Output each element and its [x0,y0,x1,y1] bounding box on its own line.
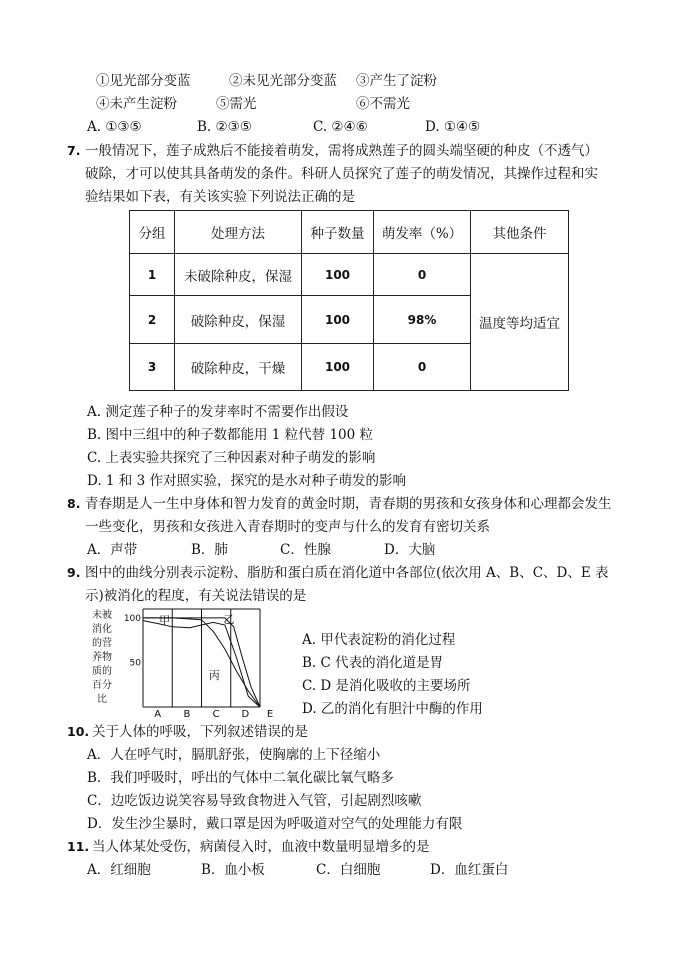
q7-option-d[interactable]: D. 1 和 3 作对照实验，探究的是水对种子萌发的影响 [87,473,406,489]
q9-option-b[interactable]: B. C 代表的消化道是胃 [302,655,444,671]
table-cell: 98% [374,296,471,344]
table-cell: 100 [302,344,374,391]
q8-option-d[interactable]: D．大脑 [384,542,436,558]
table-header: 分组 [130,211,175,254]
q11-option-b[interactable]: B．血小板 [201,862,265,878]
series-label: 甲 [159,613,171,627]
y-label-line: 养物 [92,652,112,663]
q6-statement: ④未产生淀粉 [96,96,177,112]
q9-option-c[interactable]: C. D 是消化吸收的主要场所 [302,678,471,694]
question-number: 11. [67,839,90,854]
series-label: 乙 [223,613,235,627]
table-cell: 0 [374,344,471,391]
y-label-line: 质的 [92,666,112,677]
x-category-label: D [241,709,250,719]
q6-statement: ⑥不需光 [356,96,410,112]
question-number: 10. [67,724,90,739]
q10-option-b[interactable]: B．我们呼吸时，呼出的气体中二氧化碳比氧气略多 [87,770,394,786]
q8-option-b[interactable]: B．肺 [191,542,228,558]
table-cell: 破除种皮，保湿 [175,296,302,344]
table-merged-cell: 温度等均适宜 [471,254,569,391]
q11-stem: 当人体某处受伤，病菌侵入时，血液中数量明显增多的是 [92,839,430,855]
y-label-line: 比 [97,694,107,705]
x-category-label: B [183,709,191,719]
series-label: 丙 [208,669,220,683]
table-cell: 100 [302,296,374,344]
q9-stem: 示)被消化的程度，有关说法错误的是 [85,588,307,604]
table-cell: 3 [130,344,175,391]
q6-option-a[interactable]: A. ①③⑤ [87,119,142,135]
q7-option-c[interactable]: C. 上表实验共探究了三种因素对种子萌发的影响 [87,450,376,466]
experiment-table [129,210,569,391]
q11-option-a[interactable]: A．红细胞 [87,862,151,878]
q9-stem: 图中的曲线分别表示淀粉、脂肪和蛋白质在消化道中各部位(依次用 A、B、C、D、E 表 [85,565,609,581]
q7-stem: 一般情况下，莲子成熟后不能接着萌发，需将成熟莲子的圆头端坚硬的种皮（不透气） [85,143,598,159]
y-label-line: 未被 [92,610,112,621]
q8-stem: 青春期是人一生中身体和智力发育的黄金时期，青春期的男孩和女孩身体和心理都会发生 [85,496,612,512]
q6-option-b[interactable]: B. ②③⑤ [197,119,252,135]
q6-option-c[interactable]: C. ②④⑥ [313,119,368,135]
question-number: 9. [67,565,81,580]
q10-option-c[interactable]: C．边吃饭边说笑容易导致食物进入气管，引起剧烈咳嗽 [87,793,422,809]
y-label-line: 消化 [92,624,112,635]
y-axis-label [92,608,112,705]
q11-option-d[interactable]: D．血红蛋白 [430,862,509,878]
table-header-row [130,211,569,254]
q8-option-c[interactable]: C．性腺 [280,542,331,558]
y-tick-label: 100 [123,613,141,624]
table-header: 萌发率（%） [374,211,471,254]
question-number: 8. [67,496,81,511]
q9-option-a[interactable]: A. 甲代表淀粉的消化过程 [302,632,456,648]
x-category-label: E [266,709,274,719]
q8-option-a[interactable]: A．声带 [87,542,138,558]
x-category-label: A [154,709,162,719]
table-cell: 100 [302,254,374,296]
question-number: 7. [67,143,81,158]
q7-option-b[interactable]: B. 图中三组中的种子数都能用 1 粒代替 100 粒 [87,427,374,443]
table-header: 其他条件 [471,211,569,254]
q8-stem: 一些变化，男孩和女孩进入青春期时的变声与什么的发育有密切关系 [85,519,490,535]
y-tick-label: 50 [129,658,141,669]
q11-option-c[interactable]: C．白细胞 [316,862,381,878]
digestion-chart [88,607,288,719]
table-cell: 2 [130,296,175,344]
q6-statement: ②未见光部分变蓝 [229,73,337,89]
table-row [130,254,569,296]
q7-stem: 破除，才可以使其具备萌发的条件。科研人员探究了莲子的萌发情况，其操作过程和实 [85,166,598,182]
q9-option-d[interactable]: D. 乙的消化有胆汁中酶的作用 [302,701,483,717]
table-cell: 破除种皮，干燥 [175,344,302,391]
table-cell: 未破除种皮，保湿 [175,254,302,296]
q10-option-a[interactable]: A．人在呼气时，膈肌舒张，使胸廓的上下径缩小 [87,747,381,763]
table-header: 种子数量 [302,211,374,254]
q6-statement: ①见光部分变蓝 [96,73,191,89]
q7-option-a[interactable]: A. 测定莲子种子的发芽率时不需要作出假设 [87,404,349,420]
q6-statement: ⑤需光 [216,96,257,112]
q10-option-d[interactable]: D．发生沙尘暴时，戴口罩是因为呼吸道对空气的处理能力有限 [87,816,463,832]
q6-statement: ③产生了淀粉 [356,73,437,89]
table-header: 处理方法 [175,211,302,254]
q6-option-d[interactable]: D. ①④⑤ [425,119,481,135]
y-label-line: 的营 [92,638,112,649]
table-cell: 0 [374,254,471,296]
y-label-line: 百分 [92,680,112,691]
x-category-label: C [212,709,220,719]
q7-stem: 验结果如下表，有关该实验下列说法正确的是 [85,189,355,205]
table-cell: 1 [130,254,175,296]
q10-stem: 关于人体的呼吸，下列叙述错误的是 [92,724,308,740]
